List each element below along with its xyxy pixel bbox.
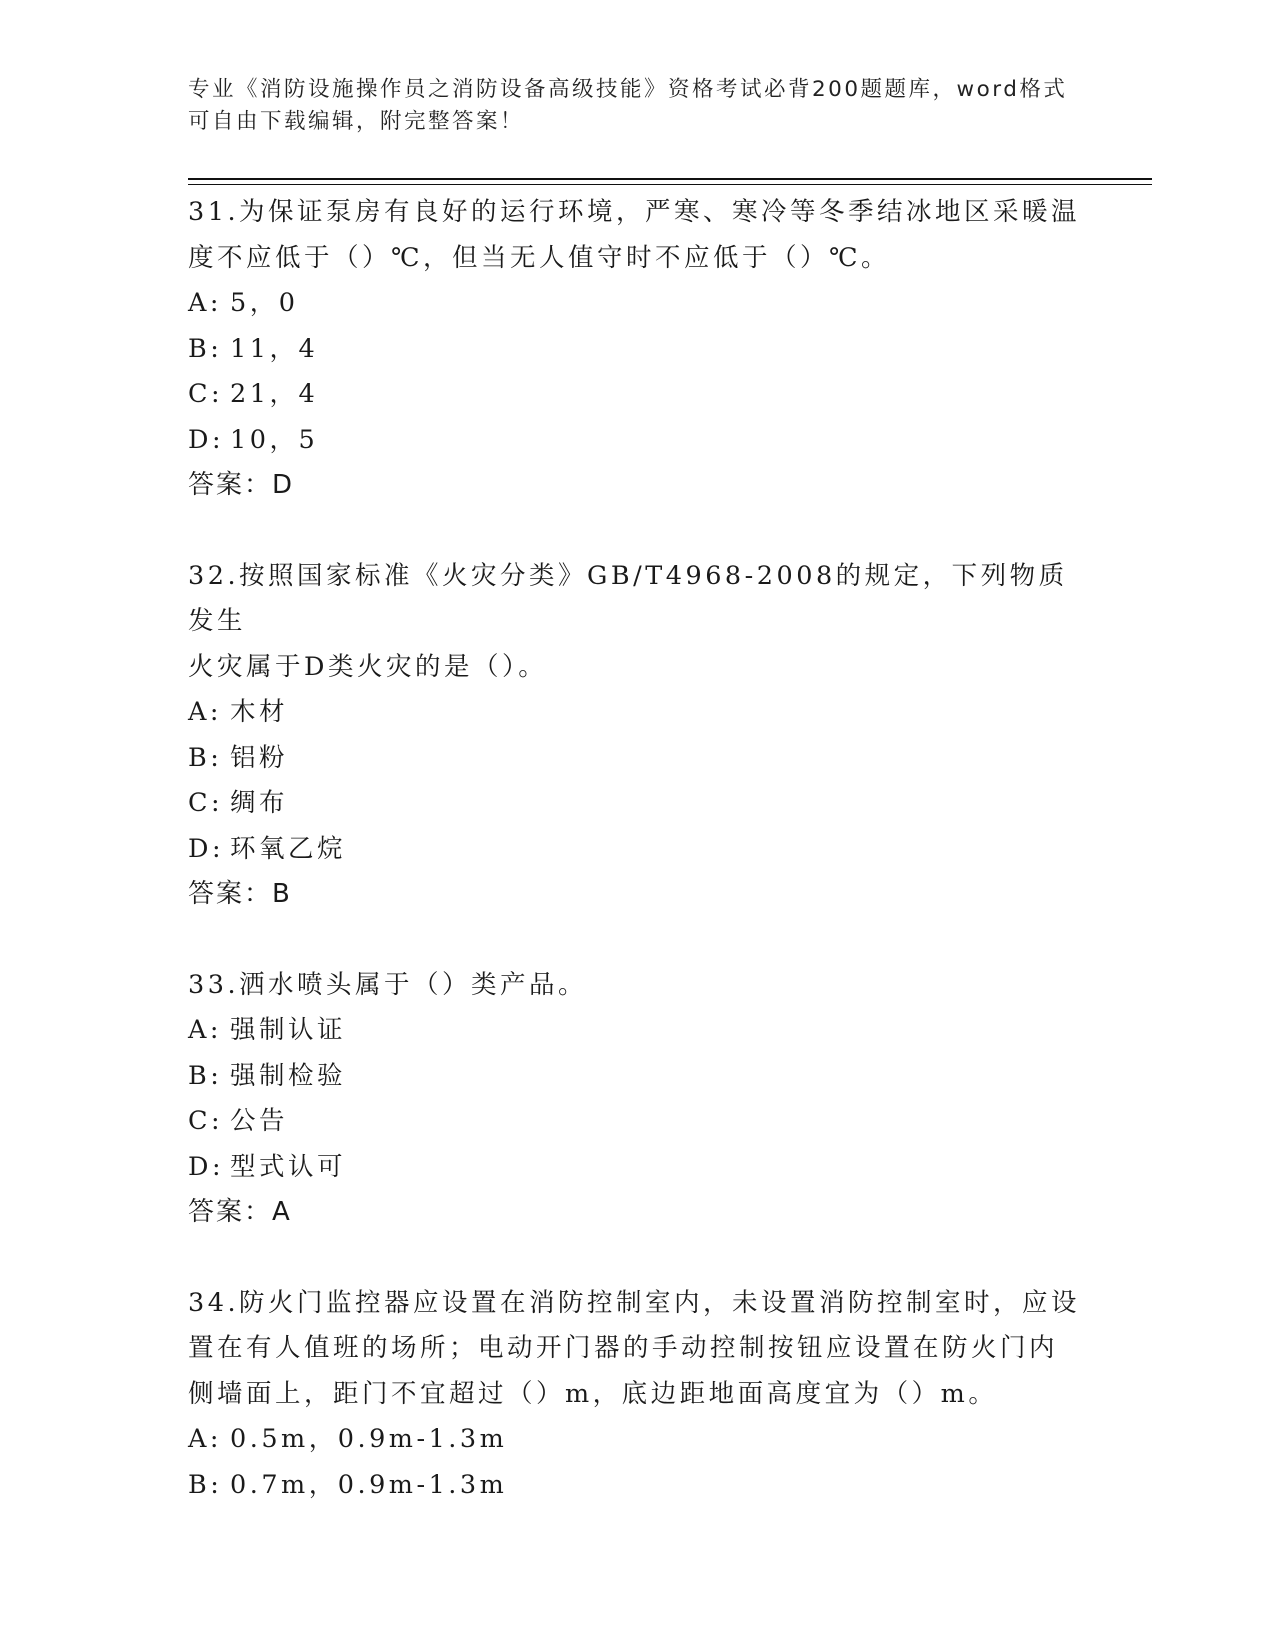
option-c: C: 绸布	[188, 788, 289, 818]
question-text: 32.按照国家标准《火灾分类》GB/T4968-2008的规定，下列物质发生	[188, 560, 1068, 636]
question-text: 34.防火门监控器应设置在消防控制室内，未设置消防控制室时，应设	[188, 1287, 1081, 1318]
option-b: B: 0.7m，0.9m-1.3m	[188, 1469, 508, 1500]
question-text: 31.为保证泵房有良好的运行环境，严寒、寒冷等冬季结冰地区采暖温	[188, 197, 1081, 227]
option-a: A: 强制认证	[188, 1015, 347, 1045]
answer: 答案：B	[188, 879, 292, 909]
question-31	[188, 190, 1088, 509]
option-a: A: 0.5m，0.9m-1.3m	[188, 1424, 508, 1454]
question-text: 火灾属于D类火灾的是（）。	[188, 651, 548, 682]
question-list	[188, 190, 1088, 1508]
header-rule-thick	[188, 178, 1152, 180]
question-text: 置在有人值班的场所；电动开门器的手动控制按钮应设置在防火门内	[188, 1333, 1059, 1363]
question-text: 33.洒水喷头属于（）类产品。	[188, 969, 588, 1000]
option-b: B: 铝粉	[188, 742, 289, 773]
option-d: D: 环氧乙烷	[188, 833, 347, 864]
answer: 答案：D	[188, 470, 295, 500]
option-a: A: 5，0	[188, 288, 299, 318]
option-b: B: 强制检验	[188, 1060, 347, 1091]
option-b: B: 11，4	[188, 333, 319, 364]
option-c: C: 公告	[188, 1106, 289, 1136]
document-header: 专业《消防设施操作员之消防设备高级技能》资格考试必背200题题库，word格式可自由下载编辑，附完整答案！	[188, 77, 1068, 134]
option-d: D: 型式认可	[188, 1151, 347, 1182]
question-32	[188, 554, 1088, 918]
question-text: 侧墙面上，距门不宜超过（）m，底边距地面高度宜为（）m。	[188, 1378, 998, 1409]
question-text: 度不应低于（）℃，但当无人值守时不应低于（）℃。	[188, 242, 891, 273]
question-34	[188, 1281, 1088, 1509]
option-d: D: 10，5	[188, 424, 319, 455]
answer: 答案：A	[188, 1197, 292, 1227]
option-a: A: 木材	[188, 697, 289, 727]
question-33	[188, 963, 1088, 1236]
option-c: C: 21，4	[188, 379, 319, 409]
header-rule-thin	[188, 184, 1152, 185]
